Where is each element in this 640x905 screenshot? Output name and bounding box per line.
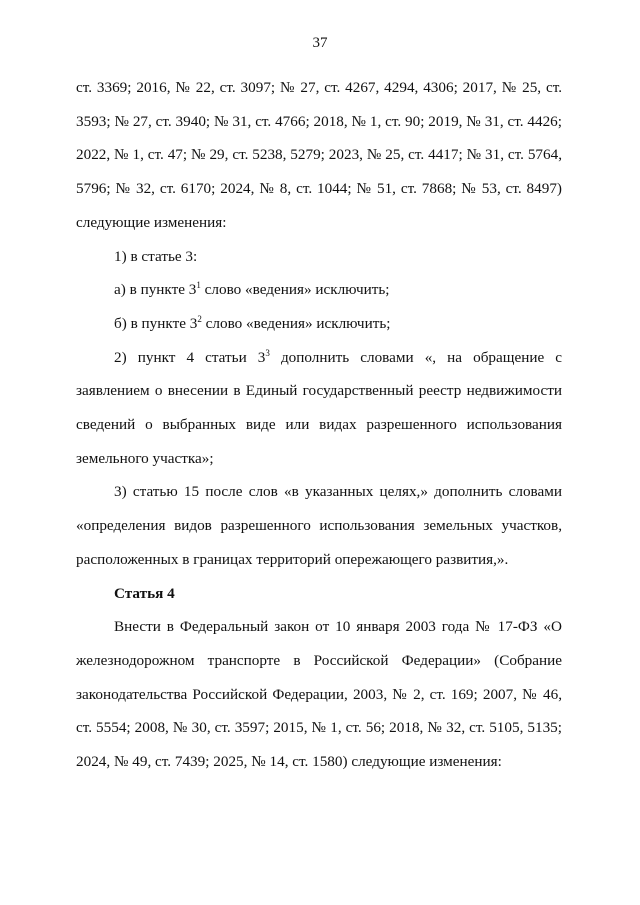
paragraph-item-1a bbox=[76, 273, 562, 307]
paragraph-item-2-after: дополнить словами «, на обращение с заявлением о внесении в Единый государственный реестр недвижимости сведений о выбранных виде или видах разрешенного использования земельного участка»; bbox=[76, 348, 562, 467]
paragraph-item-1a-after: слово «ведения» исключить; bbox=[200, 281, 390, 299]
paragraph-article-4-intro: Внести в Федеральный закон от 10 января 2003 года № 17-ФЗ «О железнодорожном транспорте в Российской Федерации» (Собрание законодательства Российской Федерации, 2003, № 2, ст. 169; 2007, № 46, ст. 5554; 2008, № 30, ст. 3597; 2015, № 1, ст. 56; 2018, № 32, ст. 5105, 5135; 2024, № 49, ст. 7439; 2025, № 14, ст. 1580) следующие изменения: bbox=[76, 618, 562, 771]
paragraph-item-1b-after: слово «ведения» исключить; bbox=[201, 314, 391, 332]
document-body bbox=[76, 71, 562, 779]
paragraph-item-2-before: 2) пункт 4 статьи 3 bbox=[114, 348, 266, 366]
paragraph-citation-continuation: ст. 3369; 2016, № 22, ст. 3097; № 27, ст. 4267, 4294, 4306; 2017, № 25, ст. 3593; № 27, ст. 3940; № 31, ст. 4766; 2018, № 1, ст. 90; 2019, № 31, ст. 4426; 2022, № 1, ст. 47; № 29, ст. 5238, 5279; 2023, № 25, ст. 4417; № 31, ст. 5764, 5796; № 32, ст. 6170; 2024, № 8, ст. 1044; № 51, ст. 7868; № 53, ст. 8497) следующие изменения: bbox=[76, 79, 562, 231]
article-heading: Статья 4 bbox=[114, 584, 175, 602]
paragraph-item-1: 1) в статье 3: bbox=[114, 247, 198, 265]
page-number: 37 bbox=[312, 35, 328, 51]
superscript: 3 bbox=[265, 347, 270, 358]
paragraph-item-1b-before: б) в пункте 3 bbox=[114, 314, 198, 332]
paragraph-item-1b bbox=[76, 307, 562, 341]
paragraph-item-3: 3) статью 15 после слов «в указанных целях,» дополнить словами «определения видов разрешенного использования земельных участков, расположенных в границах территорий опережающего развития,». bbox=[76, 483, 562, 568]
paragraph-item-2 bbox=[76, 341, 562, 476]
paragraph-item-1a-before: а) в пункте 3 bbox=[114, 281, 197, 299]
superscript: 2 bbox=[197, 313, 202, 324]
superscript: 1 bbox=[196, 280, 201, 291]
